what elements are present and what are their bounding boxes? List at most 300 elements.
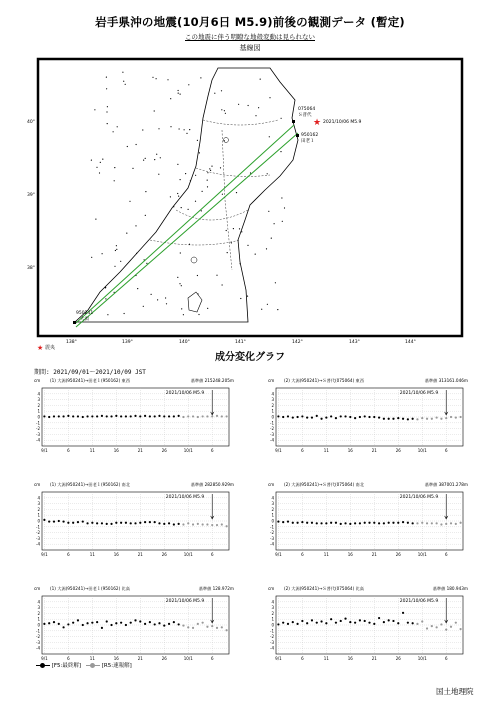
final-point	[344, 522, 346, 524]
rapid-point	[192, 627, 194, 629]
x-tick-label: 6	[444, 656, 448, 661]
final-point	[110, 523, 112, 525]
final-point	[134, 522, 136, 524]
x-tick-label: 26	[161, 448, 167, 453]
final-point	[86, 522, 88, 524]
y-tick-label: -1	[36, 420, 40, 426]
final-point	[378, 522, 380, 524]
final-point	[154, 521, 156, 523]
final-point	[144, 415, 146, 417]
y-tick-label: -3	[36, 535, 40, 541]
event-annotation: 2021/10/06 M5.9	[399, 495, 439, 500]
chart-ref-value: 基準値 128.972m	[198, 586, 234, 591]
final-point	[311, 619, 313, 621]
y-tick-label: 2	[271, 506, 274, 512]
y-tick-label: 2	[37, 610, 40, 616]
final-point	[287, 623, 289, 625]
final-point	[359, 619, 361, 621]
final-point	[173, 621, 175, 623]
legend-rapid-line-icon	[86, 665, 100, 666]
x-tick-label: 16	[347, 552, 353, 557]
rapid-point	[455, 622, 457, 624]
rapid-point	[426, 627, 428, 629]
rapid-point	[226, 415, 228, 417]
rapid-point	[450, 626, 452, 628]
final-point	[349, 416, 351, 418]
final-point	[149, 621, 151, 623]
final-point	[407, 418, 409, 420]
final-point	[287, 415, 289, 417]
final-point	[344, 415, 346, 417]
final-point	[325, 416, 327, 418]
final-point	[173, 415, 175, 417]
final-point	[53, 520, 55, 522]
x-tick-label: 26	[395, 448, 401, 453]
x-tick-label: 21	[137, 448, 143, 453]
final-point	[306, 522, 308, 524]
rapid-point	[460, 628, 462, 630]
final-point	[373, 416, 375, 418]
rapid-point	[187, 415, 189, 417]
final-point	[316, 522, 318, 524]
final-point	[368, 522, 370, 524]
final-point	[91, 415, 93, 417]
final-point	[43, 415, 45, 417]
final-point	[311, 416, 313, 418]
final-point	[383, 621, 385, 623]
final-point	[125, 415, 127, 417]
rapid-point	[416, 522, 418, 524]
x-tick-label: 9/1	[41, 656, 48, 661]
lat-label-40: 40°	[27, 120, 35, 125]
final-point	[96, 621, 98, 623]
final-point	[72, 415, 74, 417]
rapid-point	[221, 626, 223, 628]
final-point	[62, 520, 64, 522]
final-point	[77, 415, 79, 417]
final-point	[330, 618, 332, 620]
rapid-point	[431, 625, 433, 627]
rapid-point	[450, 416, 452, 418]
final-point	[154, 415, 156, 417]
x-tick-label: 26	[161, 656, 167, 661]
rapid-point	[431, 522, 433, 524]
final-point	[364, 522, 366, 524]
final-point	[330, 415, 332, 417]
final-point	[397, 417, 399, 419]
final-point	[96, 415, 98, 417]
final-point	[163, 415, 165, 417]
final-point	[82, 624, 84, 626]
final-point	[340, 523, 342, 525]
y-tick-label: 4	[37, 391, 40, 397]
y-tick-label: -4	[36, 645, 40, 651]
x-tick-label: 6	[210, 656, 214, 661]
final-point	[292, 416, 294, 418]
final-point	[383, 522, 385, 524]
lat-label-38: 38°	[27, 266, 35, 271]
chart-5	[34, 585, 234, 661]
rapid-point	[431, 418, 433, 420]
x-tick-label: 6	[301, 448, 304, 453]
chart-ref-value: 基準値 387001.278m	[424, 482, 468, 487]
final-point	[368, 416, 370, 418]
rapid-point	[182, 416, 184, 418]
rapid-point	[211, 415, 213, 417]
final-point	[296, 522, 298, 524]
x-tick-label: 10/1	[183, 448, 193, 453]
final-point	[53, 415, 55, 417]
final-point	[354, 522, 356, 524]
chart-label: (1) 大潟(950241)→田老１(950162) 南北	[50, 482, 130, 487]
lat-label-39: 39°	[27, 193, 35, 198]
rapid-point	[450, 522, 452, 524]
y-tick-label: -3	[270, 639, 274, 645]
final-point	[77, 619, 79, 621]
rapid-point	[216, 524, 218, 526]
station-075064-name: Ｓ普代	[298, 113, 312, 118]
x-tick-label: 16	[113, 448, 119, 453]
final-point	[412, 522, 414, 524]
chart-unit: cm	[268, 586, 275, 591]
y-tick-label: -1	[36, 628, 40, 634]
final-point	[392, 522, 394, 524]
rapid-point	[192, 523, 194, 525]
final-point	[301, 415, 303, 417]
y-tick-label: -3	[270, 431, 274, 437]
final-point	[368, 622, 370, 624]
final-point	[139, 620, 141, 622]
final-point	[364, 620, 366, 622]
final-point	[48, 622, 50, 624]
y-tick-label: 4	[271, 599, 274, 605]
final-point	[77, 521, 79, 523]
chart-2	[268, 377, 468, 453]
final-point	[101, 522, 103, 524]
chart-unit: cm	[34, 586, 41, 591]
final-point	[91, 622, 93, 624]
chart-unit: cm	[268, 482, 275, 487]
final-point	[340, 620, 342, 622]
legend-final-label: [F5:最終解]	[51, 663, 82, 669]
y-tick-label: -4	[270, 437, 274, 443]
final-point	[392, 418, 394, 420]
final-point	[106, 620, 108, 622]
y-tick-label: -4	[36, 541, 40, 547]
final-point	[110, 624, 112, 626]
x-tick-label: 6	[67, 656, 70, 661]
legend-rapid	[86, 661, 132, 669]
final-point	[340, 415, 342, 417]
final-point	[58, 623, 60, 625]
legend-final-line-icon	[36, 665, 50, 666]
y-tick-label: -2	[36, 530, 40, 536]
rapid-point	[182, 523, 184, 525]
final-point	[154, 623, 156, 625]
rapid-point	[192, 415, 194, 417]
y-tick-label: -4	[270, 645, 274, 651]
y-tick-label: -2	[36, 426, 40, 432]
final-point	[178, 415, 180, 417]
final-point	[96, 522, 98, 524]
chart-unit: cm	[34, 482, 41, 487]
final-point	[115, 522, 117, 524]
y-tick-label: 0	[37, 414, 40, 420]
chart-unit: cm	[34, 378, 41, 383]
y-tick-label: 3	[271, 605, 274, 611]
final-point	[373, 522, 375, 524]
final-point	[149, 521, 151, 523]
y-tick-label: 0	[37, 622, 40, 628]
rapid-point	[197, 523, 199, 525]
final-point	[67, 623, 69, 625]
lon-label-139: 139°	[122, 340, 133, 345]
final-point	[149, 415, 151, 417]
final-point	[67, 415, 69, 417]
x-tick-label: 6	[210, 448, 214, 453]
y-tick-label: -2	[270, 426, 274, 432]
final-point	[130, 415, 132, 417]
final-point	[106, 523, 108, 525]
x-tick-label: 11	[89, 448, 95, 453]
final-point	[120, 522, 122, 524]
final-point	[158, 415, 160, 417]
final-point	[397, 622, 399, 624]
rapid-point	[197, 416, 199, 418]
final-point	[277, 623, 279, 625]
chart-ref-value: 基準値 180.943m	[432, 586, 468, 591]
x-tick-label: 21	[371, 552, 377, 557]
final-point	[82, 416, 84, 418]
final-point	[392, 620, 394, 622]
final-point	[292, 522, 294, 524]
epicenter-star-icon: ★	[313, 118, 322, 128]
rapid-point	[455, 416, 457, 418]
final-point	[86, 415, 88, 417]
chart-4	[268, 481, 468, 557]
x-tick-label: 10/1	[417, 552, 427, 557]
rapid-point	[187, 626, 189, 628]
map-title: 基線図	[239, 44, 261, 52]
final-point	[163, 624, 165, 626]
final-point	[282, 416, 284, 418]
event-annotation: 2021/10/06 M5.9	[165, 599, 205, 604]
final-point	[306, 416, 308, 418]
epicenter-legend-label: 震央	[45, 345, 56, 351]
rapid-point	[445, 629, 447, 631]
final-point	[316, 415, 318, 417]
station-075064-code: 075064	[298, 107, 316, 112]
lon-label-142: 142°	[292, 340, 303, 345]
x-tick-label: 6	[444, 552, 448, 557]
y-tick-label: 4	[37, 495, 40, 501]
rapid-point	[421, 522, 423, 524]
final-point	[72, 522, 74, 524]
final-point	[144, 623, 146, 625]
final-point	[158, 522, 160, 524]
event-annotation: 2021/10/06 M5.9	[165, 495, 205, 500]
final-point	[301, 620, 303, 622]
final-point	[325, 522, 327, 524]
final-point	[359, 522, 361, 524]
y-tick-label: 0	[271, 622, 274, 628]
gsi-credit: 国土地理院	[436, 687, 474, 696]
y-tick-label: 4	[271, 391, 274, 397]
final-point	[325, 622, 327, 624]
final-point	[301, 521, 303, 523]
final-point	[287, 520, 289, 522]
final-point	[388, 522, 390, 524]
final-point	[134, 415, 136, 417]
rapid-point	[440, 523, 442, 525]
page-title: 岩手県沖の地震(10月6日 M5.9)前後の観測データ (暫定)	[95, 15, 405, 29]
x-tick-label: 6	[444, 448, 448, 453]
rapid-point	[206, 523, 208, 525]
rapid-point	[216, 415, 218, 417]
rapid-point	[202, 622, 204, 624]
y-tick-label: 1	[37, 512, 40, 518]
final-point	[72, 622, 74, 624]
chart-ref-value: 基準値 282850.929m	[190, 482, 234, 487]
y-tick-label: 1	[271, 512, 274, 518]
y-tick-label: 4	[37, 599, 40, 605]
rapid-point	[221, 415, 223, 417]
rapid-point	[445, 417, 447, 419]
y-tick-label: 3	[37, 397, 40, 403]
rapid-point	[187, 522, 189, 524]
x-tick-label: 16	[113, 656, 119, 661]
final-point	[306, 622, 308, 624]
rapid-point	[426, 418, 428, 420]
final-point	[354, 622, 356, 624]
final-point	[412, 622, 414, 624]
rapid-point	[436, 416, 438, 418]
y-tick-label: -1	[270, 524, 274, 530]
x-tick-label: 9/1	[275, 656, 282, 661]
rapid-point	[206, 415, 208, 417]
final-point	[335, 622, 337, 624]
y-tick-label: 3	[271, 397, 274, 403]
x-tick-label: 11	[323, 552, 329, 557]
final-point	[282, 521, 284, 523]
x-tick-label: 6	[301, 552, 304, 557]
rapid-point	[197, 623, 199, 625]
final-point	[67, 522, 69, 524]
y-tick-label: 3	[37, 501, 40, 507]
y-tick-label: 1	[37, 408, 40, 414]
final-point	[402, 521, 404, 523]
x-tick-label: 16	[347, 656, 353, 661]
final-point	[173, 523, 175, 525]
y-tick-label: 0	[271, 414, 274, 420]
rapid-point	[421, 417, 423, 419]
final-point	[296, 623, 298, 625]
rapid-point	[426, 522, 428, 524]
final-point	[134, 619, 136, 621]
legend-rapid-label: [R5:速報解]	[101, 663, 132, 669]
x-tick-label: 6	[67, 552, 70, 557]
final-point	[168, 522, 170, 524]
x-tick-label: 16	[347, 448, 353, 453]
final-point	[277, 415, 279, 417]
final-point	[178, 523, 180, 525]
y-tick-label: 1	[37, 616, 40, 622]
final-point	[402, 418, 404, 420]
final-point	[168, 415, 170, 417]
station-950241-name: 大潟	[80, 317, 89, 322]
final-point	[168, 623, 170, 625]
lon-label-144: 144°	[405, 340, 416, 345]
y-tick-label: 1	[271, 408, 274, 414]
final-point	[125, 522, 127, 524]
final-point	[110, 415, 112, 417]
x-tick-label: 6	[67, 448, 70, 453]
final-point	[115, 622, 117, 624]
final-point	[125, 624, 127, 626]
final-point	[397, 522, 399, 524]
x-tick-label: 11	[89, 656, 95, 661]
final-point	[178, 623, 180, 625]
final-point	[359, 416, 361, 418]
event-annotation: 2021/10/06 M5.9	[399, 599, 439, 604]
x-tick-label: 9/1	[41, 448, 48, 453]
final-point	[163, 523, 165, 525]
final-point	[43, 623, 45, 625]
rapid-point	[216, 627, 218, 629]
epicenter-legend-star-icon: ★	[37, 344, 44, 352]
y-tick-label: -2	[36, 634, 40, 640]
rapid-point	[206, 626, 208, 628]
rapid-point	[460, 416, 462, 418]
final-point	[62, 626, 64, 628]
chart-ref-value: 基準値 313161.046m	[424, 378, 468, 383]
y-tick-label: -3	[36, 431, 40, 437]
final-point	[130, 522, 132, 524]
y-tick-label: 3	[271, 501, 274, 507]
x-tick-label: 11	[89, 552, 95, 557]
x-tick-label: 9/1	[41, 552, 48, 557]
x-tick-label: 26	[161, 552, 167, 557]
y-tick-label: -3	[36, 639, 40, 645]
page-subtitle: この地震に伴う明瞭な地殻変動は見られない	[185, 33, 315, 41]
event-label: 2021/10/06 M5.9	[323, 120, 362, 125]
rapid-point	[211, 625, 213, 627]
x-tick-label: 21	[371, 656, 377, 661]
final-point	[120, 622, 122, 624]
y-tick-label: -3	[270, 535, 274, 541]
period-label: 期間: 2021/09/01～2021/10/09 JST	[34, 369, 146, 376]
final-point	[388, 619, 390, 621]
rapid-point	[202, 523, 204, 525]
final-point	[58, 520, 60, 522]
final-point	[320, 522, 322, 524]
final-point	[412, 418, 414, 420]
final-point	[335, 522, 337, 524]
y-tick-label: 2	[37, 402, 40, 408]
rapid-point	[436, 626, 438, 628]
final-point	[320, 620, 322, 622]
lon-label-141: 141°	[235, 340, 246, 345]
chart-6	[268, 585, 468, 661]
rapid-point	[440, 418, 442, 420]
final-point	[344, 618, 346, 620]
final-point	[364, 415, 366, 417]
rapid-point	[211, 524, 213, 526]
final-point	[48, 520, 50, 522]
chart-ref-value: 基準値 215248.205m	[190, 378, 234, 383]
x-tick-label: 6	[210, 552, 214, 557]
chart-unit: cm	[268, 378, 275, 383]
